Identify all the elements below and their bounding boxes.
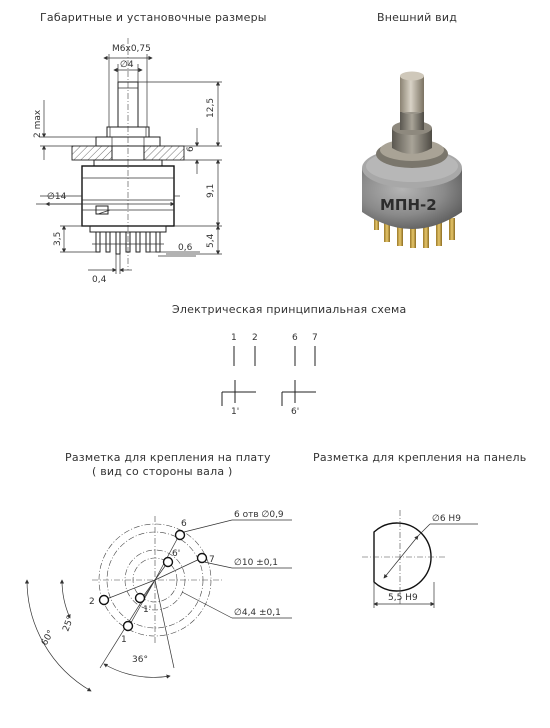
dim-0-4: 0,4 <box>92 275 107 285</box>
shaft-diameter-label: ∅4 <box>120 60 134 70</box>
angle-25-label: 25° <box>61 614 77 634</box>
product-photo <box>362 72 462 249</box>
dimensions-title: Габаритные и установочные размеры <box>40 11 267 24</box>
dim-12-5: 12,5 <box>206 97 216 118</box>
photo-shaft <box>400 76 424 112</box>
dimension-drawing <box>33 38 222 285</box>
panel-hole-diameter: ∅6 Н9 <box>432 514 461 524</box>
hole-7 <box>198 554 207 563</box>
board-pin-6: 6 <box>181 519 187 529</box>
thread-label: M6x0,75 <box>112 44 151 54</box>
panel-left-section <box>72 146 112 160</box>
hole-6 <box>176 531 185 540</box>
board-pin-1: 1 <box>121 635 127 645</box>
hole-1-prime <box>136 594 145 603</box>
schematic-pin-1: 1 <box>231 333 237 343</box>
arc-60 <box>27 580 91 691</box>
panel-flat-width: 5,5 Н9 <box>388 593 418 603</box>
photo-pin <box>436 222 442 246</box>
holes-callout: 6 отв ∅0,9 <box>234 510 284 520</box>
panel-right-section <box>144 146 184 160</box>
dim-9-1: 9,1 <box>206 183 216 198</box>
board-layout <box>27 510 292 691</box>
inner-callout: ∅4,4 ±0,1 <box>234 608 281 618</box>
photo-model-label: МПН-2 <box>380 196 437 214</box>
photo-pin <box>449 218 455 240</box>
panel-layout <box>362 510 478 608</box>
body-diameter-label: ∅14 <box>47 192 67 202</box>
angle-36-label: 36° <box>132 655 148 665</box>
board-pin-6-prime: 6' <box>172 549 181 559</box>
circle-callout: ∅10 ±0,1 <box>234 558 279 568</box>
board-pin-7: 7 <box>209 555 215 565</box>
dim-2-max: 2 max <box>33 109 43 138</box>
appearance-title: Внешний вид <box>377 11 457 24</box>
dim-0-6: 0,6 <box>178 243 193 253</box>
schematic <box>222 333 318 417</box>
board-layout-subtitle: ( вид со стороны вала ) <box>92 465 233 478</box>
schematic-pin-2: 2 <box>252 333 258 343</box>
board-pin-2: 2 <box>89 597 95 607</box>
schematic-pin-7: 7 <box>312 333 318 343</box>
dim-3-5: 3,5 <box>53 231 63 246</box>
schematic-common-1: 1' <box>231 407 240 417</box>
schematic-common-6: 6' <box>291 407 300 417</box>
angle-60-label: 60° <box>39 628 57 648</box>
hole-1 <box>124 622 133 631</box>
panel-layout-title: Разметка для крепления на панель <box>313 451 527 464</box>
dim-6: 6 <box>186 146 196 152</box>
schematic-title: Электрическая принципиальная схема <box>172 303 407 316</box>
arc-25 <box>62 580 70 618</box>
hole-2 <box>100 596 109 605</box>
schematic-pin-6: 6 <box>292 333 298 343</box>
board-pin-1-prime: 1' <box>143 605 152 615</box>
dim-5-4: 5,4 <box>206 233 216 248</box>
board-layout-title: Разметка для крепления на плату <box>65 451 271 464</box>
arc-36 <box>104 664 170 677</box>
